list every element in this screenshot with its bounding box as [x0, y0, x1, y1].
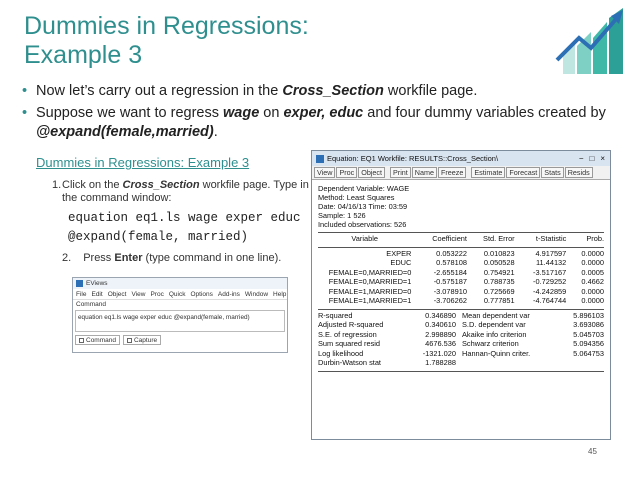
command-label: Command — [76, 301, 106, 308]
bullet-item — [22, 104, 622, 142]
equation-toolbar — [312, 166, 610, 180]
stat-cell: Sum squared resid — [318, 339, 381, 348]
table-row — [318, 258, 604, 268]
window-controls — [579, 154, 610, 163]
tab-label: Command — [86, 336, 116, 344]
stat-cell — [554, 358, 604, 368]
stat-cell: 1.788288 — [425, 358, 456, 367]
table-cell: -3.706262 — [433, 296, 467, 305]
slide-title-line1: Dummies in Regressions: — [24, 12, 309, 40]
stat-row — [318, 358, 604, 368]
menu-window[interactable]: Window — [244, 290, 269, 298]
view-button[interactable]: View — [314, 167, 335, 178]
stat-cell: S.E. of regression — [318, 329, 377, 339]
table-cell: 4.917597 — [535, 248, 567, 258]
command-input[interactable]: equation eq1.ls wage exper educ @expand(female, married) — [75, 310, 285, 332]
stat-cell: Akaike info criterion — [462, 329, 527, 339]
stat-row — [318, 349, 604, 359]
stat-cell: 5.094356 — [573, 339, 604, 348]
stat-row — [318, 339, 604, 349]
step-emphasis: Enter — [114, 252, 143, 264]
equation-app-icon — [316, 155, 324, 163]
stat-cell: S.D. dependent var — [462, 320, 526, 329]
bullet-list — [22, 82, 622, 145]
table-cell: -4.242859 — [532, 286, 567, 296]
menu-add-ins[interactable]: Add-ins — [217, 290, 240, 298]
eviews-titlebar — [73, 278, 287, 289]
stat-cell: Adjusted R-squared — [318, 320, 384, 329]
coefficient-table — [318, 249, 604, 306]
object-button[interactable]: Object — [358, 167, 385, 178]
estimate-button[interactable]: Estimate — [471, 167, 505, 178]
stat-cell — [456, 358, 554, 368]
table-cell: -3.078910 — [433, 286, 467, 296]
table-cell: 0.0000 — [581, 248, 605, 258]
table-cell: 0.010823 — [483, 248, 515, 258]
bullet-text: Now let’s carry out a regression in the — [36, 83, 283, 99]
slide-title — [24, 12, 484, 70]
column-header: Coefficient — [432, 234, 467, 243]
command-tab-icon — [79, 338, 84, 343]
stat-cell: 5.045703 — [573, 329, 604, 339]
table-row — [318, 268, 604, 278]
minimize-icon[interactable]: − — [578, 154, 584, 163]
step-emphasis: Cross_Section — [122, 179, 200, 191]
table-cell: 0.0000 — [581, 258, 605, 267]
menu-view[interactable]: View — [131, 290, 146, 298]
equation-window — [311, 150, 611, 440]
capture-tab-icon — [127, 338, 132, 343]
column-header: Std. Error — [483, 234, 515, 243]
stat-cell: 4676.536 — [425, 339, 456, 348]
stat-cell: 2.998890 — [425, 329, 456, 339]
proc-button[interactable]: Proc — [336, 167, 357, 178]
bullet-item — [22, 82, 622, 101]
table-cell: 0.777851 — [483, 296, 515, 305]
table-cell: EXPER — [386, 248, 412, 258]
table-row — [318, 277, 604, 287]
table-cell: -3.517167 — [532, 267, 567, 277]
tab-command[interactable] — [75, 335, 120, 345]
column-header: t-Statistic — [535, 234, 567, 243]
bullet-text: Suppose we want to regress — [36, 105, 223, 121]
table-cell: -2.655184 — [433, 267, 467, 277]
table-cell: FEMALE=1,MARRIED=0 — [328, 286, 412, 296]
menu-object[interactable]: Object — [107, 290, 127, 298]
tab-label: Capture — [133, 336, 158, 344]
stat-cell: 5.064753 — [573, 348, 604, 358]
stat-cell: 3.693086 — [573, 320, 604, 329]
bullet-text: on — [259, 105, 284, 121]
eviews-window — [72, 277, 288, 353]
instruction-step-2 — [62, 252, 281, 264]
bullet-emphasis: wage — [223, 105, 260, 121]
menu-help[interactable]: Help — [273, 290, 287, 298]
eviews-menubar — [73, 289, 287, 300]
bullet-emphasis: Cross_Section — [282, 83, 384, 99]
step-text: (type command in one line). — [142, 252, 282, 264]
instruction-step-1 — [52, 179, 312, 205]
menu-proc[interactable]: Proc — [150, 290, 164, 298]
table-divider — [318, 309, 604, 310]
column-header: Prob. — [586, 234, 605, 243]
statistics-table — [318, 311, 604, 368]
table-cell: 0.0000 — [581, 296, 605, 305]
bullet-emphasis: exper, educ — [283, 105, 364, 121]
table-row — [318, 296, 604, 306]
table-cell: 0.050528 — [483, 258, 515, 267]
step-text: Click on the — [62, 179, 123, 191]
stat-cell: 0.340610 — [425, 320, 456, 329]
output-header-line: Date: 04/16/13 Time: 03:59 — [318, 202, 408, 211]
column-header: Variable — [351, 234, 378, 243]
step-number: 2. — [62, 252, 72, 264]
table-cell: 0.0005 — [581, 267, 605, 277]
chart-growth-logo-icon — [553, 8, 625, 74]
print-button[interactable]: Print — [390, 167, 411, 178]
eviews-tabs — [73, 333, 287, 347]
stat-cell: Hannan-Quinn criter. — [462, 348, 531, 358]
stat-cell: Durbin-Watson stat — [318, 358, 381, 367]
table-divider — [318, 247, 604, 248]
table-header-row — [318, 234, 604, 244]
table-row — [318, 287, 604, 297]
close-icon[interactable]: × — [600, 154, 605, 163]
stat-cell: Log likelihood — [318, 348, 364, 358]
stat-cell: 0.346890 — [425, 310, 456, 320]
table-cell: -0.729252 — [532, 277, 567, 286]
slide-title-line2: Example 3 — [24, 41, 143, 69]
code-line: equation eq1.ls wage exper educ — [68, 211, 301, 225]
step-number: 1. — [52, 179, 62, 191]
table-divider — [318, 232, 604, 233]
equation-titlebar — [312, 151, 610, 166]
stat-cell: -1321.020 — [422, 348, 456, 358]
equation-output — [312, 180, 610, 377]
stat-cell: 5.896103 — [573, 310, 604, 320]
menu-options[interactable]: Options — [190, 290, 213, 298]
stat-row — [318, 330, 604, 340]
output-header-line: Sample: 1 526 — [318, 211, 366, 220]
stat-cell: R-squared — [318, 310, 353, 320]
table-cell: FEMALE=0,MARRIED=1 — [328, 277, 412, 286]
stat-row — [318, 311, 604, 321]
bullet-text: workfile page. — [383, 83, 478, 99]
table-cell: 11.44132 — [536, 258, 567, 267]
table-cell: -0.575187 — [433, 277, 467, 286]
output-header-line: Dependent Variable: WAGE — [318, 184, 410, 193]
freeze-button[interactable]: Freeze — [438, 167, 466, 178]
menu-quick[interactable]: Quick — [168, 290, 186, 298]
table-cell: EDUC — [390, 258, 412, 267]
code-line: @expand(female, married) — [68, 230, 249, 244]
output-header-line: Included observations: 526 — [318, 220, 407, 229]
table-cell: 0.4662 — [581, 277, 605, 286]
output-header-line: Method: Least Squares — [318, 193, 395, 202]
maximize-icon[interactable]: □ — [589, 154, 595, 163]
bullet-text: and four dummy variables created by — [363, 105, 606, 121]
command-code — [68, 209, 301, 247]
bullet-emphasis: @expand(female,married) — [36, 124, 214, 140]
table-cell: 0.788735 — [483, 277, 515, 286]
table-divider — [318, 371, 604, 372]
table-cell: 0.754921 — [483, 267, 515, 277]
eviews-app-icon — [76, 280, 83, 287]
table-cell: 0.578108 — [436, 258, 467, 267]
stat-row — [318, 320, 604, 330]
step-text: workfile page. Type in the command window: — [62, 179, 309, 204]
equation-title: Equation: EQ1 Workfile: RESULTS::Cross_Section\ — [327, 154, 499, 163]
stat-cell: Mean dependent var — [462, 310, 530, 320]
resids-button[interactable]: Resids — [565, 167, 593, 178]
step-text: Press — [83, 252, 115, 264]
table-cell: 0.725669 — [483, 286, 515, 296]
table-row — [318, 249, 604, 259]
forecast-button[interactable]: Forecast — [506, 167, 540, 178]
eviews-title: EViews — [86, 280, 108, 287]
table-cell: FEMALE=0,MARRIED=0 — [328, 267, 412, 277]
tab-capture[interactable] — [123, 335, 161, 345]
table-cell: -4.764744 — [532, 296, 567, 305]
table-cell: FEMALE=1,MARRIED=1 — [328, 296, 412, 305]
table-cell: 0.053222 — [436, 248, 467, 258]
stats-button[interactable]: Stats — [541, 167, 563, 178]
instructions-subtitle: Dummies in Regressions: Example 3 — [36, 155, 250, 170]
menu-edit[interactable]: Edit — [91, 290, 103, 298]
stat-cell: Schwarz criterion — [462, 339, 519, 348]
bullet-text: . — [213, 124, 218, 140]
name-button[interactable]: Name — [412, 167, 437, 178]
table-cell: 0.0000 — [581, 286, 605, 296]
page-number: 45 — [588, 447, 597, 456]
menu-file[interactable]: File — [76, 290, 87, 298]
